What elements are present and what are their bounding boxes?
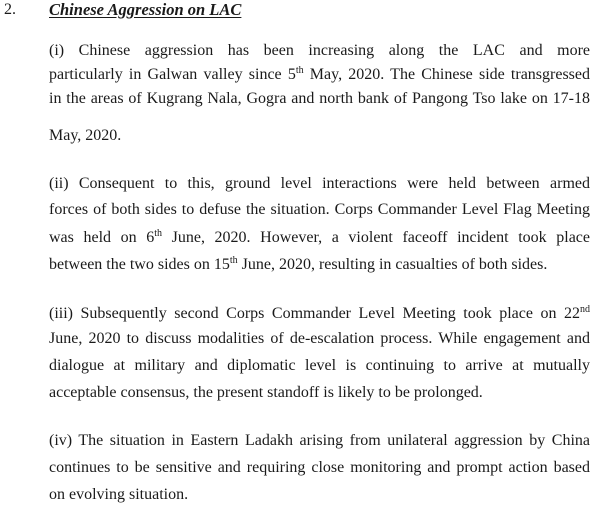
paragraph-1-line-4 bbox=[49, 124, 590, 148]
line-text: June, 2020, resulting in casualties of both sides. bbox=[237, 256, 548, 273]
paragraph-4-line-2 bbox=[49, 456, 590, 480]
line-text: June, 2020 to discuss modalities of de-escalation process. While engagement and bbox=[49, 330, 590, 347]
section-number: 2. bbox=[4, 1, 16, 18]
line-text: Subsequently second Corps Commander Level Meeting took place on 22 bbox=[73, 305, 580, 322]
paragraph-1-line-2 bbox=[49, 63, 590, 87]
line-text: on evolving situation. bbox=[49, 486, 189, 503]
line-text: was held on 6 bbox=[49, 229, 155, 246]
paragraph-4-label: (iv) bbox=[49, 432, 73, 449]
paragraph-2-label: (ii) bbox=[49, 175, 69, 192]
paragraph-3-line-3 bbox=[49, 354, 590, 378]
paragraph-1-line-3 bbox=[49, 87, 590, 111]
ordinal-suffix: th bbox=[154, 228, 163, 239]
paragraph-2-line-1 bbox=[49, 172, 590, 196]
paragraph-2-line-3 bbox=[49, 226, 590, 250]
line-text: dialogue at military and diplomatic level is continuing to arrive at mutually bbox=[49, 357, 590, 374]
line-text: in the areas of Kugrang Nala, Gogra and north bank of Pangong Tso lake on 17-18 bbox=[49, 90, 590, 107]
line-text: The situation in Eastern Ladakh arising from unilateral aggression by China bbox=[72, 432, 590, 449]
line-text: June, 2020. However, a violent faceoff incident took place bbox=[162, 229, 590, 246]
line-text: Chinese aggression has been increasing along the LAC and more bbox=[64, 42, 590, 59]
line-text: forces of both sides to defuse the situation. Corps Commander Level Flag Meeting bbox=[49, 201, 590, 218]
paragraph-1-line-1 bbox=[49, 39, 590, 63]
paragraph-3-line-4 bbox=[49, 381, 590, 405]
paragraph-1-label: (i) bbox=[49, 42, 65, 59]
line-text: Consequent to this, ground level interactions were held between armed bbox=[68, 175, 590, 192]
line-text: between the two sides on 15 bbox=[49, 256, 230, 273]
paragraph-3-line-2 bbox=[49, 327, 590, 351]
section-title: Chinese Aggression on LAC bbox=[49, 0, 242, 19]
paragraph-3-label: (iii) bbox=[49, 305, 73, 322]
line-text: particularly in Galwan valley since 5 bbox=[49, 66, 296, 83]
line-text: acceptable consensus, the present standoff is likely to be prolonged. bbox=[49, 384, 483, 401]
paragraph-3-line-1 bbox=[49, 302, 590, 326]
paragraph-2-line-2 bbox=[49, 198, 590, 222]
line-text: May, 2020. bbox=[49, 127, 122, 144]
ordinal-suffix: th bbox=[229, 255, 238, 266]
paragraph-4-line-1 bbox=[49, 429, 590, 453]
line-text: May, 2020. The Chinese side transgressed bbox=[303, 66, 591, 83]
paragraph-2-line-4 bbox=[49, 253, 590, 277]
paragraph-4-line-3 bbox=[49, 483, 590, 507]
ordinal-suffix: th bbox=[295, 65, 304, 76]
ordinal-suffix: nd bbox=[580, 304, 590, 315]
line-text: continues to be sensitive and requiring close monitoring and prompt action based bbox=[49, 459, 590, 476]
